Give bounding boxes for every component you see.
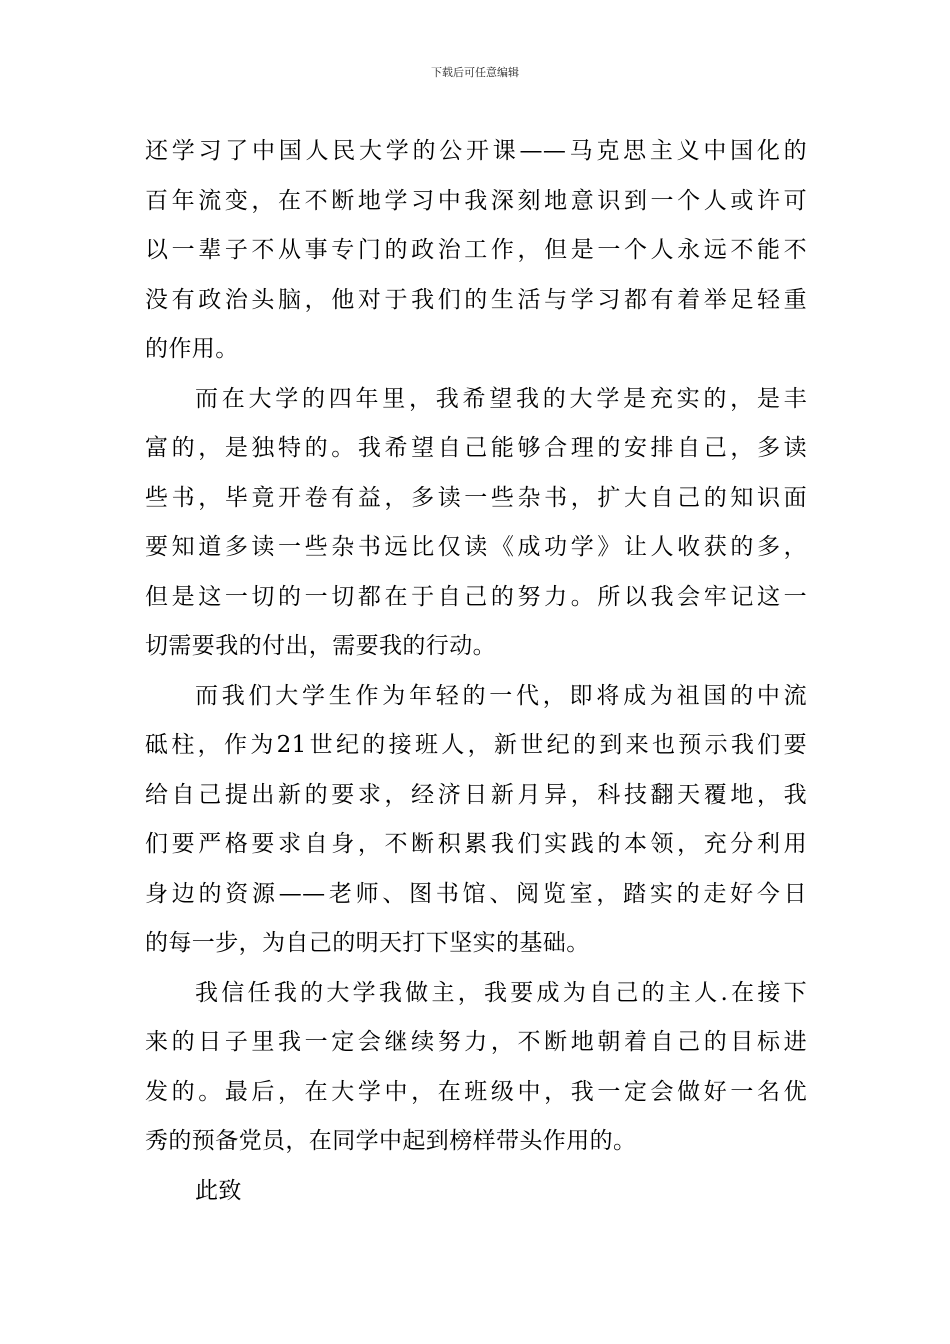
text-line: 身边的资源——老师、图书馆、阅览室，踏实的走好今日	[145, 880, 807, 907]
document-body	[145, 127, 807, 1216]
paragraph	[145, 127, 807, 375]
text-line: 我信任我的大学我做主，我要成为自己的主人.在接下	[195, 979, 807, 1006]
paragraph	[145, 969, 807, 1167]
text-line: 以一辈子不从事专门的政治工作，但是一个人永远不能不	[145, 237, 807, 263]
text-line: 的每一步，为自己的明天打下坚实的基础。	[145, 930, 590, 956]
paragraph	[145, 1167, 807, 1217]
text-line: 还学习了中国人民大学的公开课——马克思主义中国化的	[145, 138, 807, 164]
text-line: 来的日子里我一定会继续努力，不断地朝着自己的目标进	[145, 1029, 807, 1055]
text-line: 没有政治头脑，他对于我们的生活与学习都有着举足轻重	[145, 286, 807, 313]
text-line: 发的。最后，在大学中，在班级中，我一定会做好一名优	[145, 1078, 807, 1105]
text-line: 百年流变，在不断地学习中我深刻地意识到一个人或许可	[145, 187, 807, 214]
text-line: 们要严格要求自身，不断积累我们实践的本领，充分利用	[145, 831, 807, 857]
text-line: 要知道多读一些杂书远比仅读《成功学》让人收获的多，	[145, 534, 807, 560]
text-line: 的作用。	[145, 336, 239, 362]
page-header: 下载后可任意编辑	[431, 66, 519, 79]
text-line: 而在大学的四年里，我希望我的大学是充实的，是丰	[195, 385, 807, 412]
closing-line: 此致	[195, 1177, 242, 1204]
text-line: 但是这一切的一切都在于自己的努力。所以我会牢记这一	[145, 583, 807, 610]
paragraph	[145, 672, 807, 969]
text-line: 些书，毕竟开卷有益，多读一些杂书，扩大自己的知识面	[145, 484, 807, 511]
text-line: 切需要我的付出，需要我的行动。	[145, 633, 496, 659]
paragraph	[145, 375, 807, 672]
text-line: 秀的预备党员，在同学中起到榜样带头作用的。	[145, 1128, 637, 1154]
text-line: 砥柱，作为21世纪的接班人，新世纪的到来也预示我们要	[145, 732, 807, 758]
text-line: 而我们大学生作为年轻的一代，即将成为祖国的中流	[195, 682, 807, 709]
text-line: 给自己提出新的要求，经济日新月异，科技翻天覆地，我	[145, 781, 807, 808]
text-line: 富的，是独特的。我希望自己能够合理的安排自己，多读	[145, 435, 807, 461]
